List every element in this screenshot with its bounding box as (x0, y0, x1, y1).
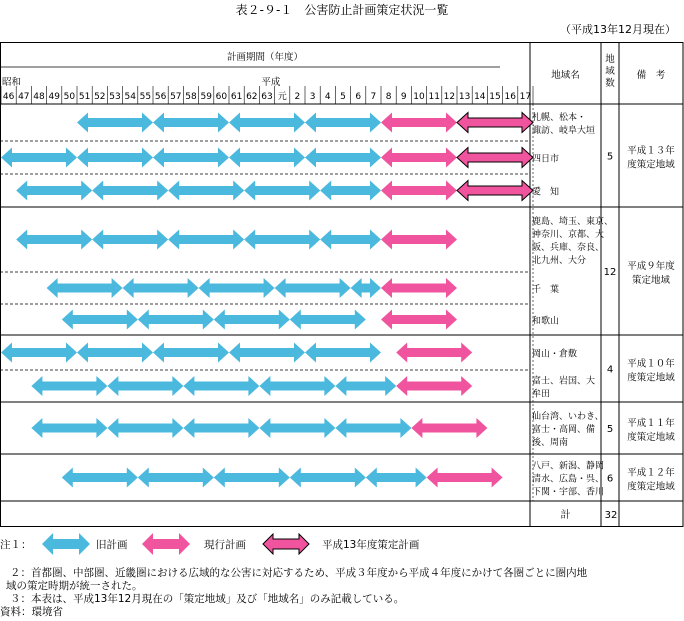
year-label: 63 (261, 92, 273, 102)
legend-old-label: 旧計画 (96, 539, 128, 551)
old-plan-arrow (31, 418, 107, 438)
old-plan-arrow (16, 181, 92, 201)
old-plan-arrow (138, 310, 214, 330)
old-plan-arrow (275, 278, 351, 298)
legend-old-arrow-icon (42, 533, 90, 555)
total-label: 計 (560, 510, 571, 521)
year-label: 48 (33, 92, 45, 102)
year-label: 62 (246, 92, 258, 102)
region-name: 神奈川、京都、大 (532, 230, 605, 240)
total-count: 32 (604, 510, 618, 521)
region-name: 八戸、新潟、静岡 (532, 461, 605, 472)
region-count: 5 (606, 424, 614, 435)
remarks-column-header: 備 考 (636, 70, 666, 81)
year-label: 13 (458, 92, 471, 102)
remarks-text: 平成１１年 (627, 418, 675, 429)
old-plan-arrow (183, 418, 259, 438)
old-plan-arrow (1, 343, 77, 363)
year-label: 8 (385, 92, 392, 102)
note-3: ３：本表は、平成13年12月現在の「策定地域」及び「地域名」のみ記載している。 (10, 593, 405, 605)
year-label: 55 (139, 92, 152, 102)
region-name: 仙台湾、いわき、 (532, 412, 604, 422)
year-label: 3 (309, 92, 316, 102)
old-plan-arrow (366, 468, 427, 488)
old-plan-arrow (335, 418, 411, 438)
old-plan-arrow (320, 181, 381, 201)
remarks-text: 度策定地域 (627, 159, 675, 171)
year-label: 7 (370, 92, 377, 102)
old-plan-arrow (305, 113, 381, 133)
region-name: 札幌、松本・ (532, 113, 587, 123)
remarks-text: 平成１２年 (627, 467, 675, 479)
as-of-date: （平成13年12月現在） (560, 23, 676, 36)
old-plan-arrow (351, 278, 381, 298)
current-plan-arrow (396, 343, 472, 363)
year-label: 15 (489, 92, 501, 102)
year-label: 58 (185, 92, 197, 102)
count-column-header: 域 (605, 66, 615, 77)
old-plan-arrow (123, 278, 199, 298)
old-plan-arrow (229, 343, 305, 363)
year-label: 元 (277, 92, 287, 102)
old-plan-arrow (229, 113, 305, 133)
era-heisei-label: 平成 (261, 77, 281, 88)
old-plan-arrow (244, 181, 320, 201)
region-name: 富士・高岡、備 (532, 425, 596, 435)
region-name: 清水、広島・呉、 (532, 474, 605, 485)
era-showa-label: 昭和 (2, 77, 22, 88)
region-name: 千 葉 (532, 285, 560, 295)
old-plan-arrow (153, 148, 229, 168)
region-name: 四日市 (532, 154, 560, 165)
region-name: 阪、兵庫、奈良、 (532, 243, 605, 253)
year-label: 10 (413, 92, 425, 102)
remarks-text: 平成１３年 (627, 145, 675, 157)
old-plan-arrow (77, 113, 153, 133)
region-name: 下関・宇部、香川 (532, 487, 605, 498)
region-name: 岡山・倉敷 (532, 349, 578, 360)
region-name: 鹿島、埼玉、東京、 (532, 217, 614, 227)
current-plan-arrow (381, 278, 457, 298)
old-plan-arrow (31, 376, 107, 396)
plan-table (0, 42, 684, 528)
region-name: 愛 知 (532, 187, 560, 198)
old-plan-arrow (305, 148, 381, 168)
note-2-line-1: ２：首都圏、中部圏、近畿圏における広域的な公害に対応するため、平成３年度から平成４年度にかけて各圏ごとに圏内地 (10, 567, 588, 579)
old-plan-arrow (168, 181, 244, 201)
year-label: 53 (109, 92, 121, 102)
region-name: 諏訪、岐阜大垣 (532, 126, 596, 136)
old-plan-arrow (16, 230, 92, 250)
year-label: 56 (154, 92, 167, 102)
period-header: 計画期間（年度） (226, 52, 304, 63)
new-plan-arrow (457, 113, 533, 133)
old-plan-arrow (335, 376, 396, 396)
year-label: 54 (124, 92, 136, 102)
region-name: 富士、岩国、大 (532, 376, 596, 387)
legend-current-label: 現行計画 (204, 539, 246, 551)
current-plan-arrow (381, 310, 457, 330)
current-plan-arrow (381, 230, 457, 250)
year-label: 51 (78, 92, 91, 102)
year-label: 9 (400, 92, 407, 102)
current-plan-arrow (381, 113, 457, 133)
year-label: 14 (474, 92, 486, 102)
old-plan-arrow (290, 468, 366, 488)
old-plan-arrow (92, 230, 168, 250)
old-plan-arrow (214, 468, 290, 488)
source-note: 資料：環境省 (0, 606, 63, 618)
region-count: 4 (606, 364, 614, 376)
year-label: 60 (215, 92, 228, 102)
year-label: 12 (443, 92, 456, 102)
region-name: 北九州、大分 (532, 256, 587, 266)
legend-current-arrow-icon (142, 533, 190, 555)
remarks-text: 度策定地域 (627, 372, 675, 384)
region-name: 後、周南 (532, 438, 569, 448)
old-plan-arrow (77, 343, 153, 363)
current-plan-arrow (381, 181, 457, 201)
year-label: 61 (230, 92, 243, 102)
current-plan-arrow (381, 148, 457, 168)
remarks-text: 平成１０年 (627, 358, 675, 370)
region-column-header: 地域名 (551, 70, 580, 81)
current-plan-arrow (411, 418, 487, 438)
legend-new-arrow-icon (262, 533, 310, 555)
region-count: 12 (603, 267, 617, 278)
old-plan-arrow (153, 113, 229, 133)
remarks-text: 度策定地域 (627, 481, 675, 493)
old-plan-arrow (138, 468, 214, 488)
year-label: 4 (324, 92, 331, 102)
region-count: 5 (606, 151, 614, 163)
year-label: 2 (294, 92, 301, 102)
region-count: 6 (606, 473, 614, 485)
old-plan-arrow (107, 418, 183, 438)
legend-prefix: 注１： (0, 539, 32, 551)
old-plan-arrow (153, 343, 229, 363)
year-label: 59 (200, 92, 212, 102)
year-label: 46 (2, 92, 15, 102)
legend-new-label: 平成13年度策定計画 (322, 539, 420, 551)
remarks-text: 度策定地域 (627, 432, 675, 443)
year-label: 52 (94, 92, 106, 102)
current-plan-arrow (396, 376, 472, 396)
year-label: 17 (519, 92, 532, 102)
new-plan-arrow (457, 148, 533, 168)
old-plan-arrow (244, 230, 320, 250)
old-plan-arrow (290, 310, 366, 330)
old-plan-arrow (62, 310, 138, 330)
note-2-line-2: 域の策定時期が統一された。 (6, 580, 143, 592)
year-label: 57 (170, 92, 182, 102)
year-label: 49 (48, 92, 60, 102)
count-column-header: 数 (605, 78, 615, 89)
old-plan-arrow (305, 343, 381, 363)
year-label: 6 (355, 92, 362, 102)
region-name: 牟田 (532, 389, 551, 400)
year-label: 47 (18, 92, 30, 102)
year-label: 16 (504, 92, 516, 102)
old-plan-arrow (214, 310, 290, 330)
new-plan-arrow (457, 181, 533, 201)
old-plan-arrow (77, 148, 153, 168)
old-plan-arrow (92, 181, 168, 201)
count-column-header: 地 (605, 54, 615, 65)
year-label: 11 (428, 92, 440, 102)
old-plan-arrow (199, 278, 275, 298)
old-plan-arrow (1, 148, 77, 168)
old-plan-arrow (259, 418, 335, 438)
old-plan-arrow (320, 230, 381, 250)
old-plan-arrow (259, 376, 335, 396)
page-title: 表２-９-１ 公害防止計画策定状況一覧 (235, 3, 449, 17)
current-plan-arrow (427, 468, 503, 488)
old-plan-arrow (183, 376, 259, 396)
region-name: 和歌山 (532, 316, 560, 327)
remarks-text: 平成９年度 (627, 261, 675, 272)
year-label: 5 (340, 92, 346, 102)
old-plan-arrow (229, 148, 305, 168)
old-plan-arrow (168, 230, 244, 250)
old-plan-arrow (62, 468, 138, 488)
remarks-text: 策定地域 (631, 275, 671, 286)
old-plan-arrow (47, 278, 123, 298)
year-label: 50 (63, 92, 76, 102)
old-plan-arrow (107, 376, 183, 396)
